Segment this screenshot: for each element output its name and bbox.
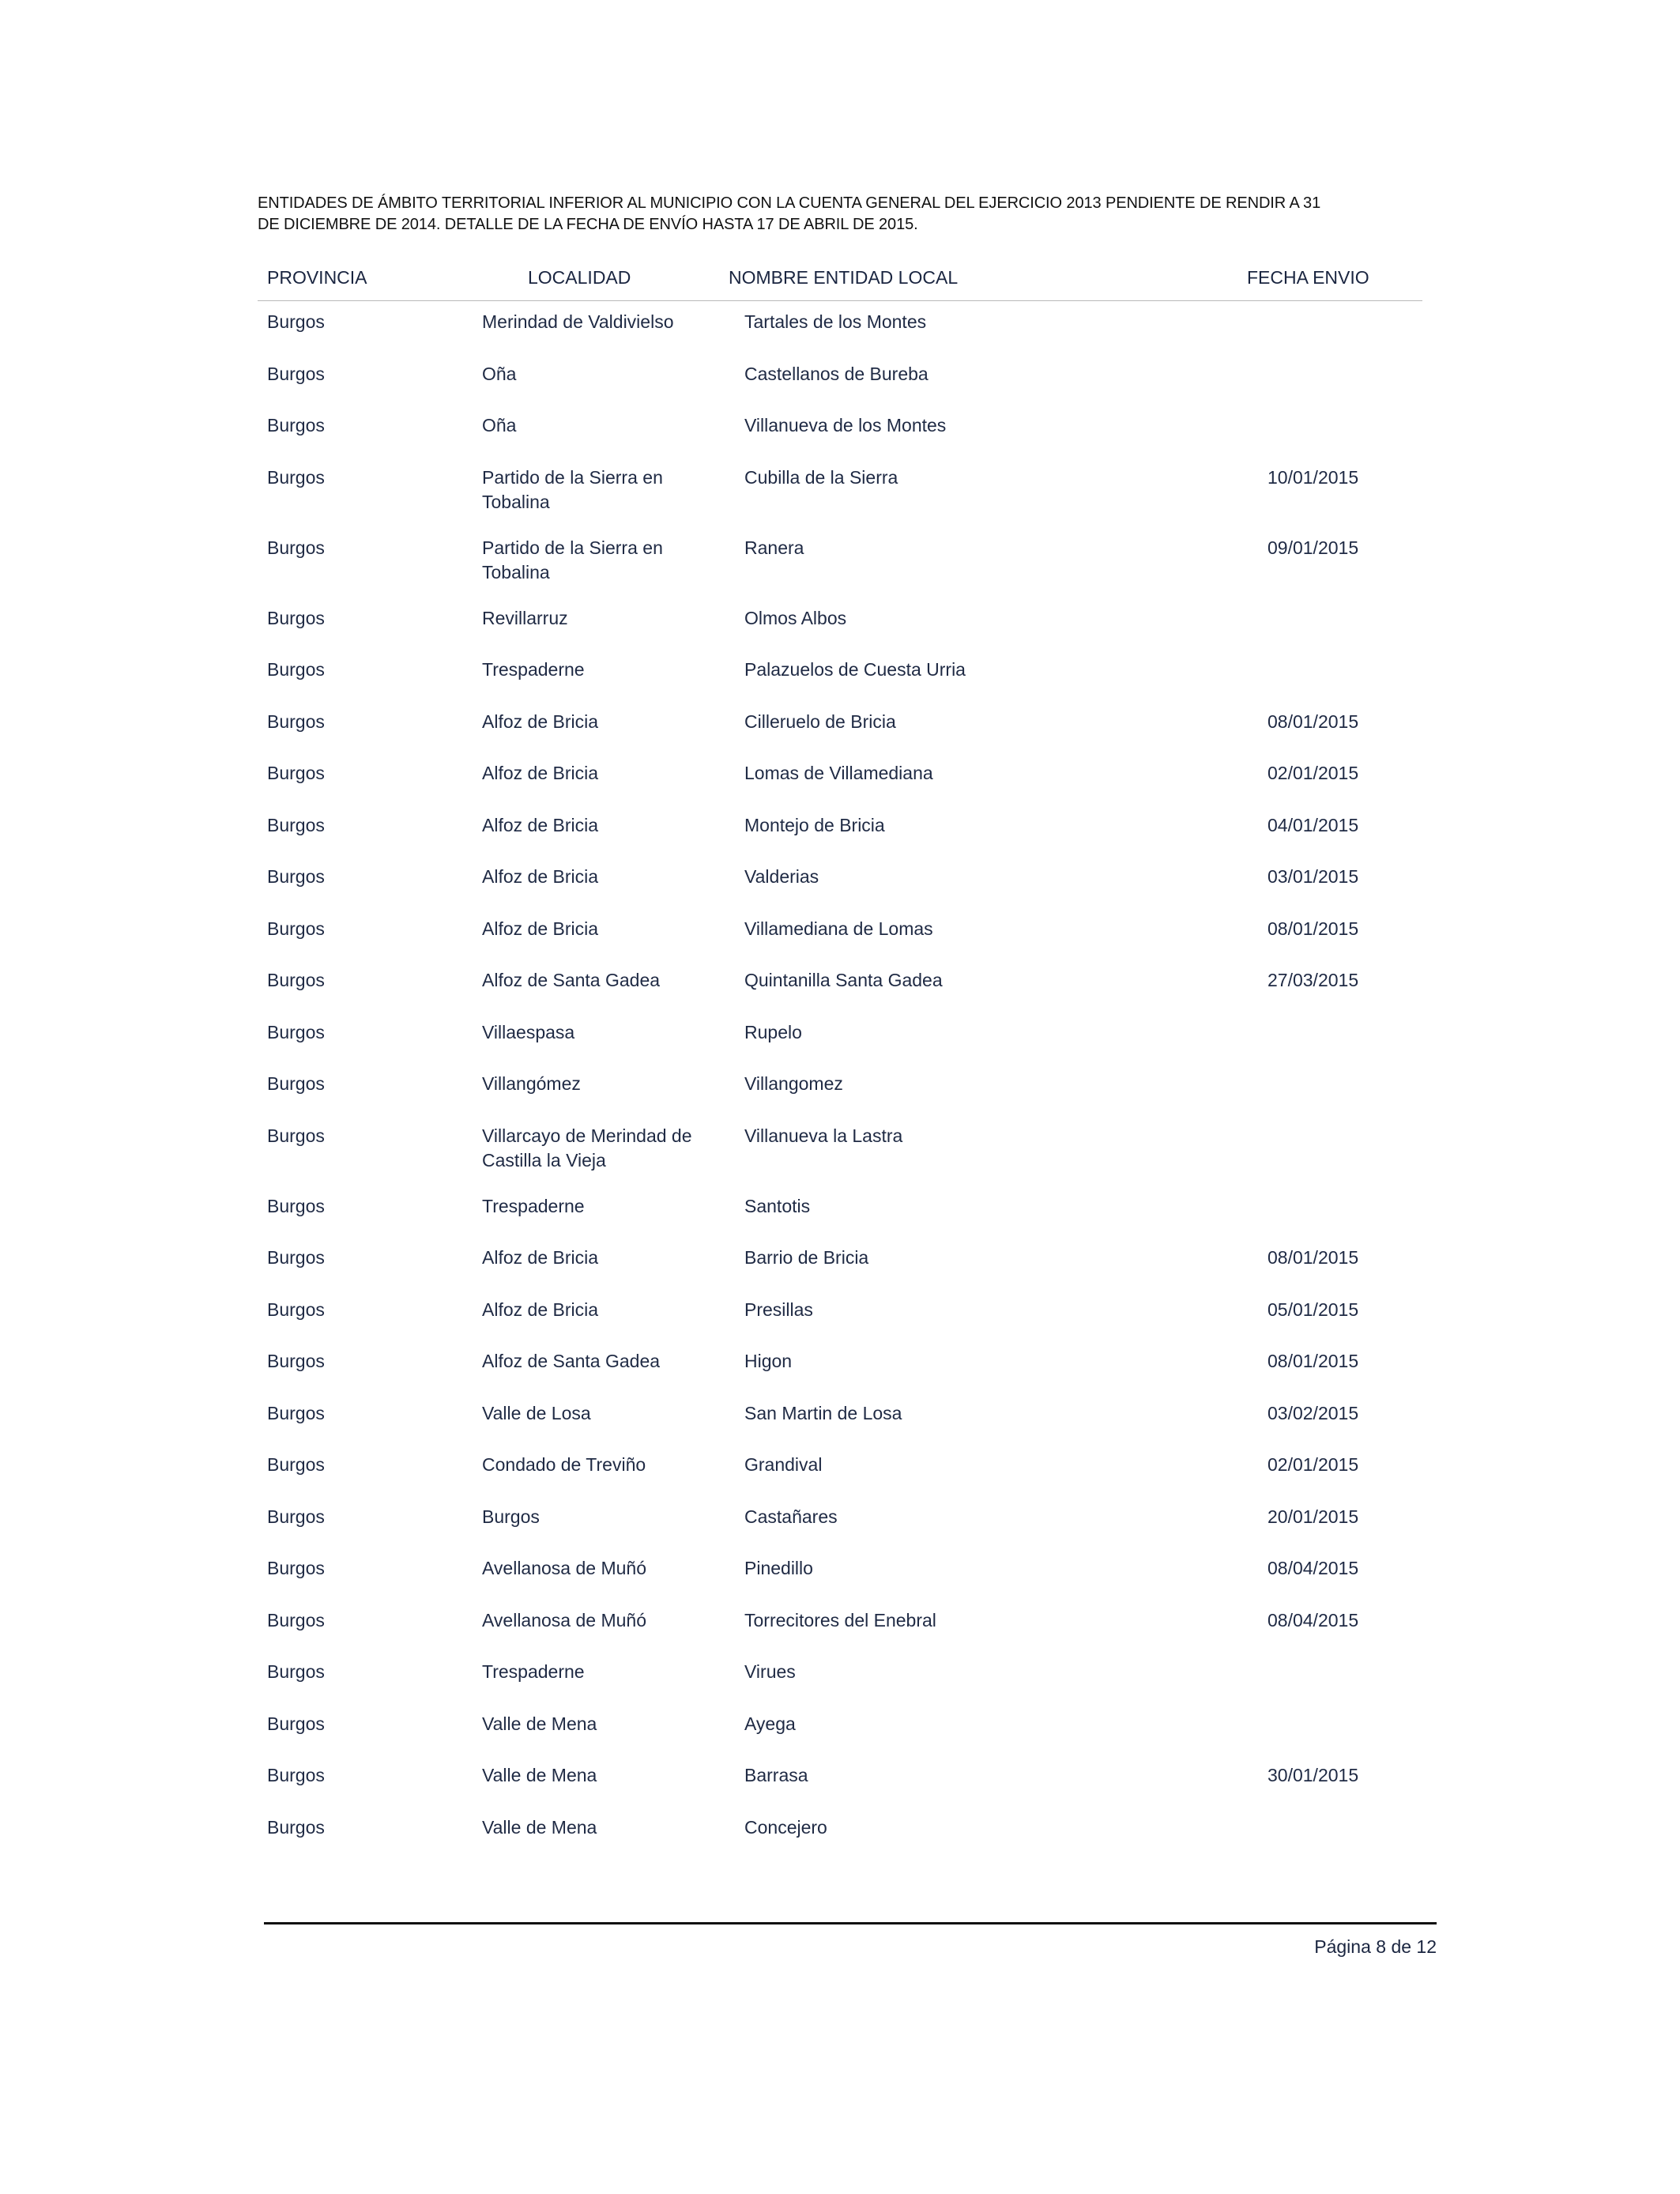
cell-localidad: Alfoz de Bricia [482, 763, 599, 783]
cell-localidad: Alfoz de Bricia [482, 918, 599, 939]
cell-provincia: Burgos [267, 363, 325, 384]
cell-localidad: Alfoz de Bricia [482, 1247, 599, 1268]
cell-entidad: Presillas [744, 1299, 813, 1320]
table-row [258, 362, 1422, 414]
table-row [258, 1712, 1422, 1764]
cell-localidad: Partido de la Sierra en Tobalina [482, 537, 663, 582]
cell-entidad: Ayega [744, 1713, 796, 1734]
cell-entidad: Santotis [744, 1195, 811, 1216]
cell-provincia: Burgos [267, 1299, 325, 1320]
cell-fecha: 27/03/2015 [1268, 970, 1359, 990]
table-row [258, 310, 1422, 362]
cell-provincia: Burgos [267, 1021, 325, 1042]
cell-entidad: Cubilla de la Sierra [744, 466, 898, 488]
cell-provincia: Burgos [267, 1195, 325, 1216]
cell-fecha: 08/01/2015 [1268, 1247, 1359, 1268]
cell-entidad: Cilleruelo de Bricia [744, 711, 896, 732]
cell-fecha: 30/01/2015 [1268, 1765, 1359, 1785]
header-localidad: LOCALIDAD [528, 267, 631, 288]
cell-provincia: Burgos [267, 415, 325, 435]
cell-provincia: Burgos [267, 1402, 325, 1423]
cell-localidad: Alfoz de Bricia [482, 866, 599, 887]
cell-provincia: Burgos [267, 814, 325, 835]
cell-localidad: Alfoz de Bricia [482, 1299, 599, 1320]
cell-localidad: Alfoz de Bricia [482, 814, 599, 835]
cell-fecha: 02/01/2015 [1268, 763, 1359, 783]
cell-entidad: Barrasa [744, 1765, 808, 1785]
cell-localidad: Burgos [482, 1506, 540, 1527]
cell-fecha: 05/01/2015 [1268, 1299, 1359, 1320]
table-row [258, 606, 1422, 658]
table-row [258, 1556, 1422, 1608]
cell-entidad: Montejo de Bricia [744, 814, 885, 835]
cell-localidad: Oña [482, 415, 517, 435]
table-row [258, 1660, 1422, 1712]
cell-localidad: Oña [482, 363, 517, 384]
cell-provincia: Burgos [267, 866, 325, 887]
cell-entidad: Quintanilla Santa Gadea [744, 970, 943, 990]
cell-entidad: Castellanos de Bureba [744, 363, 929, 384]
table-body [258, 310, 1422, 1867]
cell-provincia: Burgos [267, 711, 325, 732]
cell-localidad: Valle de Mena [482, 1713, 597, 1734]
cell-provincia: Burgos [267, 607, 325, 628]
cell-entidad: Castañares [744, 1506, 838, 1527]
cell-provincia: Burgos [267, 1454, 325, 1475]
table-row [258, 536, 1422, 606]
cell-entidad: Villanueva la Lastra [744, 1125, 903, 1146]
cell-provincia: Burgos [267, 1765, 325, 1785]
cell-entidad: Villamediana de Lomas [744, 918, 933, 939]
cell-fecha: 03/02/2015 [1268, 1402, 1359, 1423]
cell-fecha: 08/04/2015 [1268, 1558, 1359, 1578]
cell-entidad: Virues [744, 1661, 796, 1682]
table-row [258, 710, 1422, 762]
cell-provincia: Burgos [267, 1558, 325, 1578]
cell-fecha: 08/01/2015 [1268, 711, 1359, 732]
cell-provincia: Burgos [267, 1351, 325, 1371]
table-row [258, 466, 1422, 536]
cell-entidad: Pinedillo [744, 1558, 813, 1578]
table-header [258, 266, 1422, 301]
cell-entidad: Villangomez [744, 1073, 843, 1094]
cell-localidad: Avellanosa de Muñó [482, 1609, 646, 1630]
cell-provincia: Burgos [267, 1506, 325, 1527]
cell-provincia: Burgos [267, 1609, 325, 1630]
header-entidad: NOMBRE ENTIDAD LOCAL [729, 267, 959, 288]
cell-localidad: Villarcayo de Merindad de Castilla la Vieja [482, 1125, 692, 1171]
document-title [258, 193, 1321, 236]
table-row [258, 813, 1422, 865]
cell-fecha: 04/01/2015 [1268, 814, 1359, 835]
table-row [258, 1401, 1422, 1453]
table-row [258, 968, 1422, 1020]
cell-fecha: 09/01/2015 [1268, 537, 1359, 558]
table-row [258, 658, 1422, 710]
cell-fecha: 08/01/2015 [1268, 1351, 1359, 1371]
table-row [258, 413, 1422, 466]
table-row [258, 1763, 1422, 1815]
cell-localidad: Valle de Mena [482, 1816, 597, 1838]
table-row [258, 1194, 1422, 1246]
cell-localidad: Villangómez [482, 1073, 581, 1094]
cell-localidad: Valle de Losa [482, 1402, 591, 1423]
cell-entidad: Valderias [744, 866, 819, 887]
cell-localidad: Trespaderne [482, 659, 585, 680]
cell-provincia: Burgos [267, 311, 325, 332]
cell-localidad: Alfoz de Santa Gadea [482, 1351, 661, 1371]
cell-provincia: Burgos [267, 1247, 325, 1268]
title-line-1: ENTIDADES DE ÁMBITO TERRITORIAL INFERIOR AL MUNICIPIO CON LA CUENTA GENERAL DEL EJERCICIO 2013 PENDIENTE DE RENDIR A 31 [258, 194, 1321, 212]
cell-entidad: San Martin de Losa [744, 1402, 902, 1423]
cell-localidad: Alfoz de Santa Gadea [482, 970, 661, 990]
table-row [258, 1246, 1422, 1298]
cell-localidad: Trespaderne [482, 1661, 585, 1682]
table-row [258, 865, 1422, 917]
cell-fecha: 03/01/2015 [1268, 866, 1359, 887]
cell-provincia: Burgos [267, 1713, 325, 1734]
cell-provincia: Burgos [267, 1125, 325, 1146]
cell-entidad: Lomas de Villamediana [744, 763, 933, 783]
cell-localidad: Trespaderne [482, 1195, 585, 1216]
cell-localidad: Revillarruz [482, 607, 568, 628]
footer-divider [264, 1922, 1437, 1924]
cell-entidad: Tartales de los Montes [744, 311, 927, 332]
cell-entidad: Ranera [744, 537, 804, 558]
cell-provincia: Burgos [267, 1661, 325, 1682]
cell-entidad: Barrio de Bricia [744, 1247, 869, 1268]
cell-fecha: 08/04/2015 [1268, 1609, 1359, 1630]
cell-entidad: Torrecitores del Enebral [744, 1609, 936, 1630]
cell-entidad: Rupelo [744, 1021, 802, 1042]
table-row [258, 1505, 1422, 1557]
cell-provincia: Burgos [267, 970, 325, 990]
table-row [258, 1072, 1422, 1124]
table-row [258, 1020, 1422, 1072]
cell-localidad: Merindad de Valdivielso [482, 311, 674, 332]
table-row [258, 1815, 1422, 1868]
cell-provincia: Burgos [267, 537, 325, 558]
table-row [258, 1608, 1422, 1661]
cell-fecha: 08/01/2015 [1268, 918, 1359, 939]
cell-localidad: Alfoz de Bricia [482, 711, 599, 732]
cell-localidad: Valle de Mena [482, 1765, 597, 1785]
cell-provincia: Burgos [267, 1816, 325, 1838]
table-row [258, 1124, 1422, 1194]
cell-entidad: Higon [744, 1351, 793, 1371]
cell-fecha: 02/01/2015 [1268, 1454, 1359, 1475]
cell-provincia: Burgos [267, 466, 325, 488]
table-row [258, 917, 1422, 969]
cell-entidad: Grandival [744, 1454, 823, 1475]
cell-localidad: Condado de Treviño [482, 1454, 646, 1475]
cell-localidad: Partido de la Sierra en Tobalina [482, 466, 663, 512]
cell-entidad: Concejero [744, 1816, 827, 1838]
cell-provincia: Burgos [267, 763, 325, 783]
cell-fecha: 10/01/2015 [1268, 466, 1359, 488]
cell-localidad: Villaespasa [482, 1021, 575, 1042]
table-row [258, 1453, 1422, 1505]
cell-fecha: 20/01/2015 [1268, 1506, 1359, 1527]
header-provincia: PROVINCIA [267, 267, 367, 288]
title-line-2: DE DICIEMBRE DE 2014. DETALLE DE LA FECHA DE ENVÍO HASTA 17 DE ABRIL DE 2015. [258, 216, 918, 233]
table-row [258, 1298, 1422, 1350]
cell-provincia: Burgos [267, 659, 325, 680]
table-row [258, 761, 1422, 813]
table-row [258, 1349, 1422, 1401]
cell-provincia: Burgos [267, 1073, 325, 1094]
cell-entidad: Olmos Albos [744, 607, 847, 628]
cell-provincia: Burgos [267, 918, 325, 939]
cell-entidad: Palazuelos de Cuesta Urria [744, 659, 966, 680]
cell-entidad: Villanueva de los Montes [744, 415, 947, 435]
header-fecha: FECHA ENVIO [1247, 267, 1369, 288]
cell-localidad: Avellanosa de Muñó [482, 1558, 646, 1578]
page-number: Página 8 de 12 [1314, 1936, 1437, 1957]
